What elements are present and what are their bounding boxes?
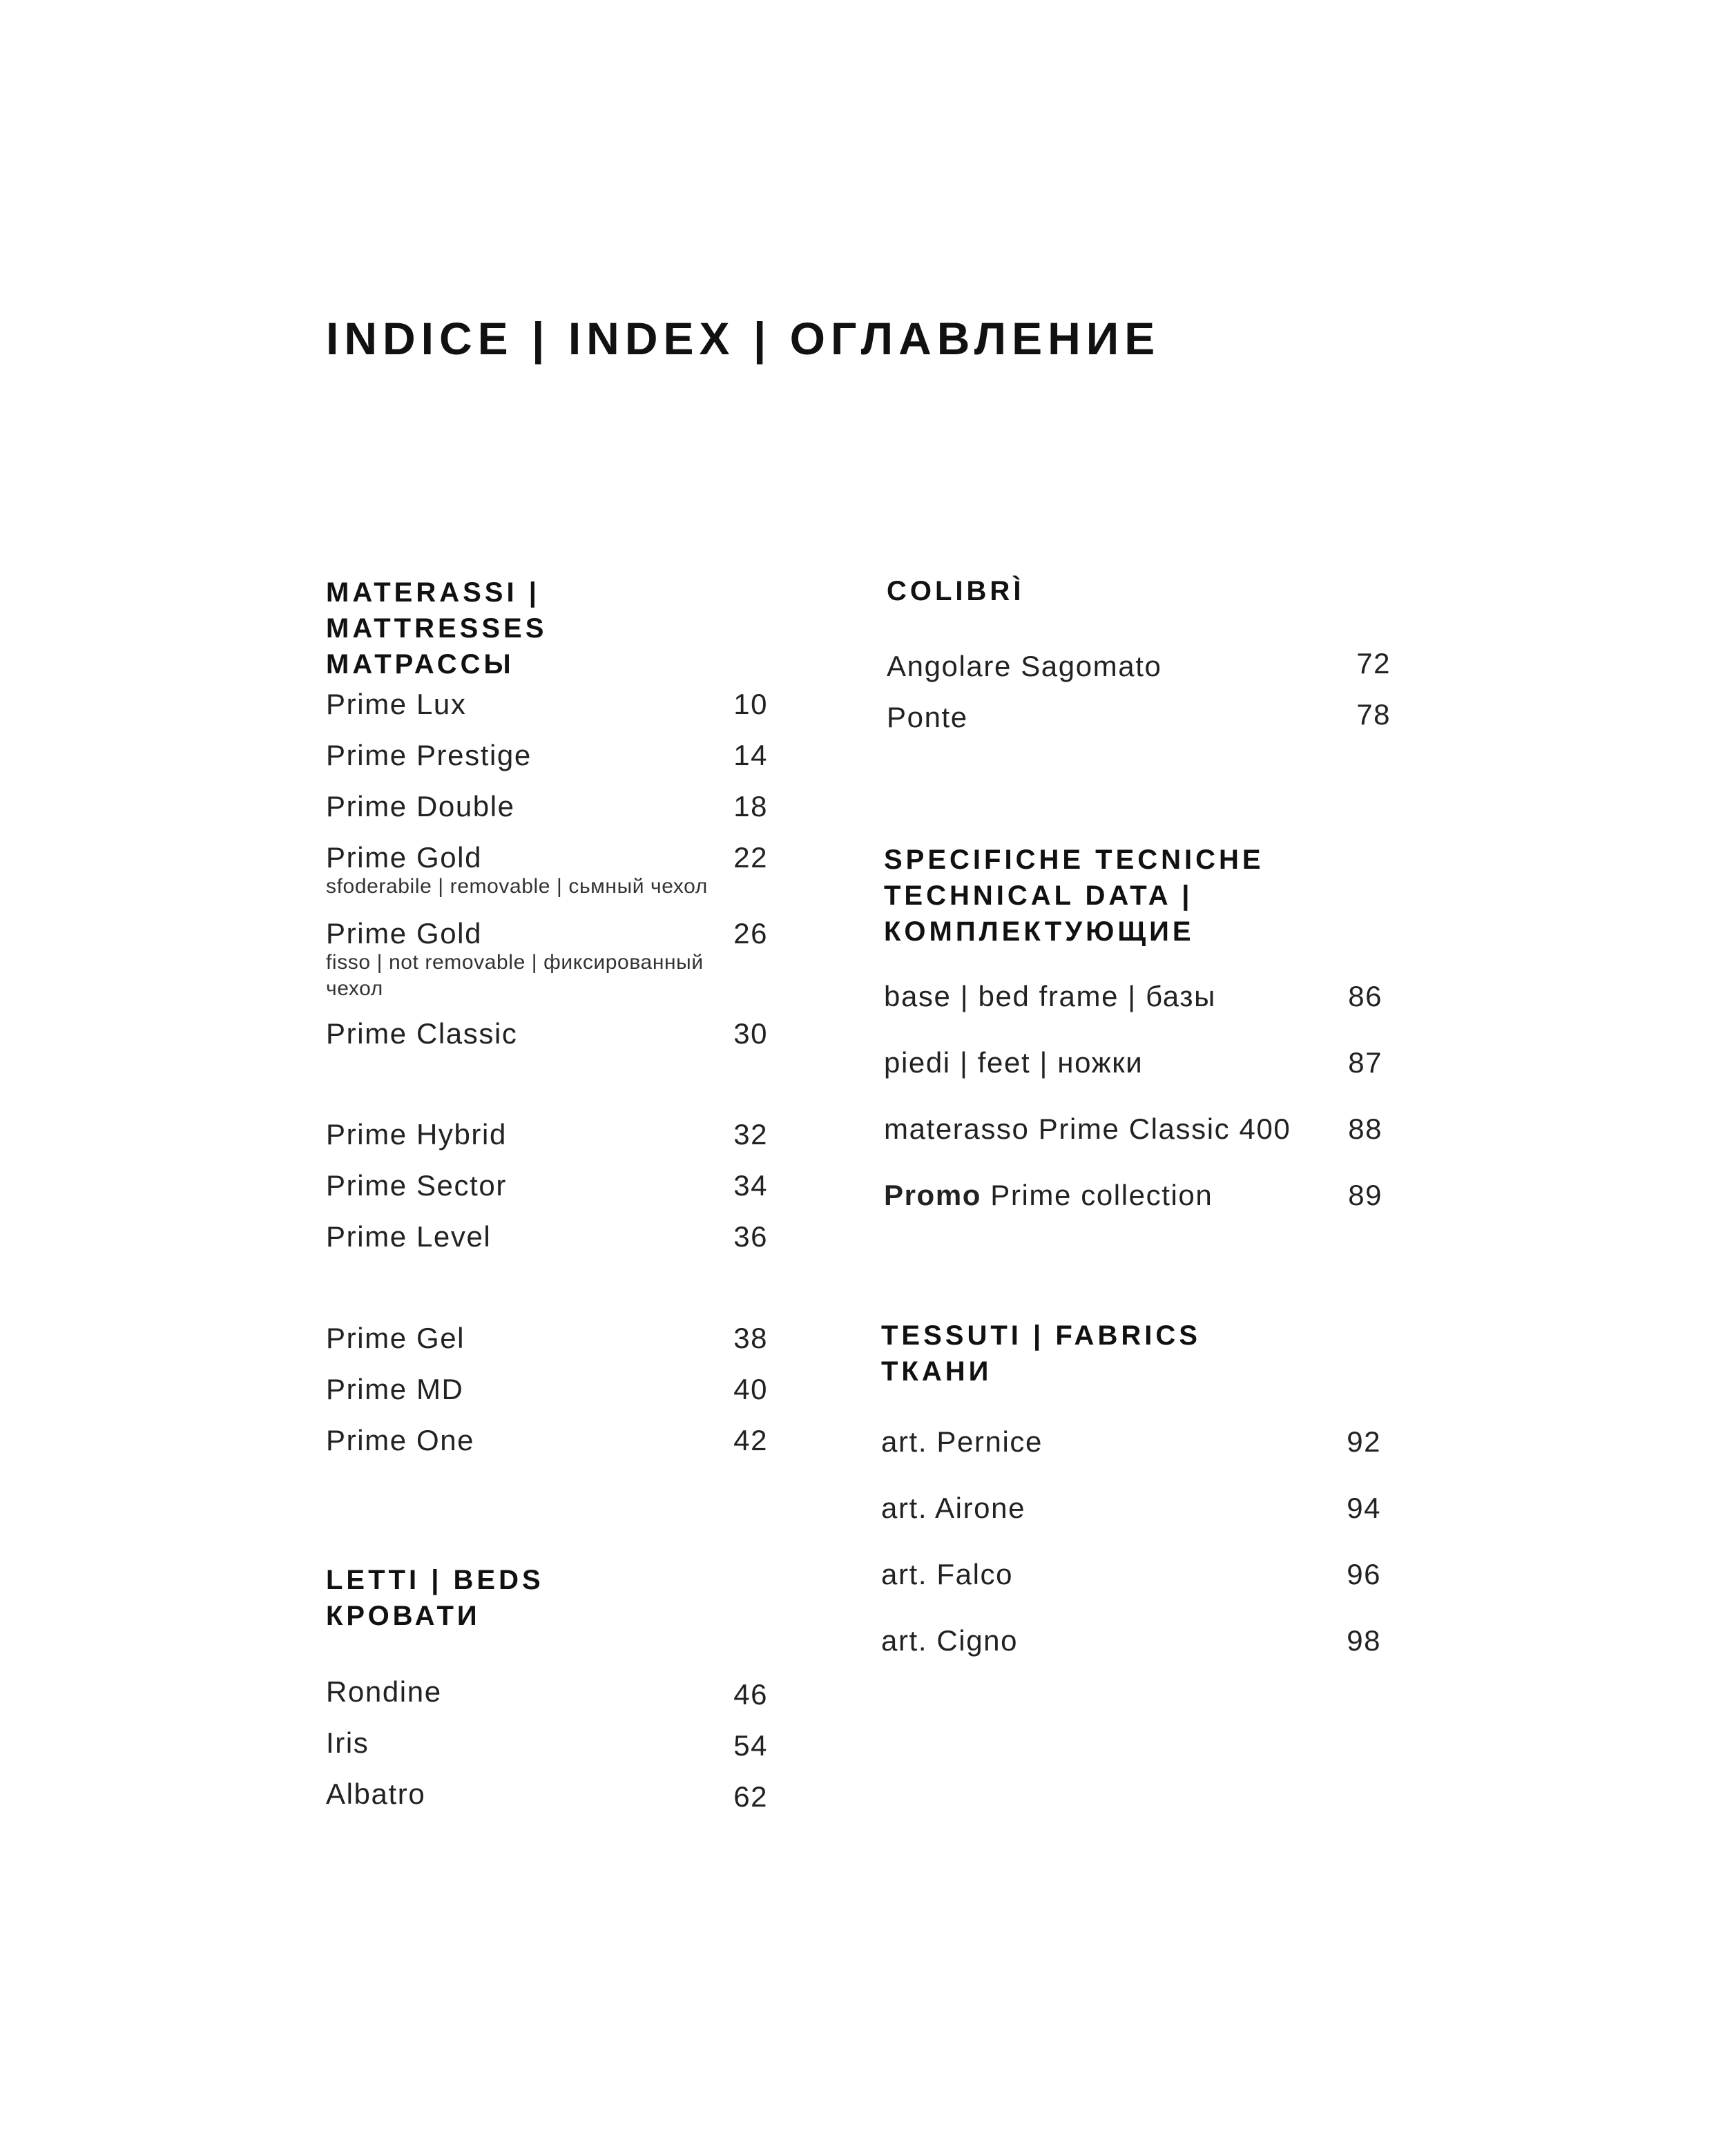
index-entry[interactable] [881, 1624, 1381, 1658]
entry-name-rest: Prime collection [981, 1179, 1213, 1211]
entry-page: 26 [733, 917, 768, 950]
index-entry[interactable] [326, 916, 768, 1002]
index-entry[interactable] [326, 840, 768, 900]
entry-name: Prime Gold [326, 841, 483, 874]
entry-page: 42 [733, 1424, 768, 1456]
entry-page: 78 [1356, 698, 1391, 731]
index-entry[interactable] [326, 738, 768, 773]
index-entry[interactable] [884, 1112, 1382, 1146]
index-entry[interactable] [884, 1178, 1382, 1213]
entry-name: Prime Hybrid [326, 1118, 507, 1151]
index-entry[interactable] [884, 1046, 1382, 1080]
index-entry[interactable] [326, 1372, 768, 1407]
entry-name: Ponte [887, 701, 968, 733]
section-heading: SPECIFICHE TECNICHE [884, 845, 1264, 875]
entry-page: 46 [733, 1678, 768, 1711]
section-heading: TECHNICAL DATA | [884, 880, 1193, 911]
entry-name: Iris [326, 1726, 369, 1759]
index-entry[interactable] [326, 1321, 768, 1356]
entry-name: Prime Gold [326, 917, 483, 950]
entry-name: Prime Lux [326, 688, 467, 720]
index-entry[interactable] [326, 687, 768, 722]
section-heading: MATERASSI | MATTRESSES [326, 577, 548, 644]
entry-name: Prime Sector [326, 1169, 507, 1202]
entry-page: 36 [733, 1220, 768, 1253]
entry-name: art. Pernice [881, 1425, 1043, 1458]
entry-name: Prime Double [326, 790, 515, 822]
entry-name: Rondine [326, 1675, 442, 1708]
section-heading: LETTI | BEDS [326, 1565, 544, 1595]
index-entry[interactable] [326, 1726, 768, 1760]
index-entry[interactable] [326, 1675, 768, 1709]
index-entry[interactable] [326, 1168, 768, 1203]
entry-page: 34 [733, 1169, 768, 1202]
entry-name: Angolare Sagomato [887, 650, 1162, 682]
section-heading: COLIBRÌ [887, 576, 1025, 606]
entry-page: 98 [1347, 1624, 1381, 1657]
entry-page: 54 [733, 1729, 768, 1762]
entry-page: 62 [733, 1780, 768, 1813]
index-entry[interactable] [881, 1491, 1381, 1525]
index-entry[interactable] [326, 1220, 768, 1254]
entry-note: fisso | not removable | фиксированный чехол [326, 951, 704, 1000]
entry-page: 40 [733, 1373, 768, 1405]
entry-name: base | bed frame | базы [884, 980, 1216, 1012]
entry-page: 30 [733, 1017, 768, 1050]
entry-page: 87 [1348, 1046, 1382, 1079]
index-entry[interactable] [326, 789, 768, 824]
entry-name: art. Airone [881, 1492, 1026, 1524]
entry-name: Albatro [326, 1778, 426, 1810]
entry-name: art. Cigno [881, 1624, 1019, 1657]
index-entry[interactable] [326, 1423, 768, 1458]
entry-page: 88 [1348, 1113, 1382, 1145]
entry-page: 22 [733, 841, 768, 874]
entry-name: Prime Prestige [326, 739, 532, 771]
entry-page: 86 [1348, 980, 1382, 1012]
page-title: INDICE | INDEX | ОГЛАВЛЕНИЕ [326, 313, 1161, 364]
index-entry[interactable] [887, 649, 1391, 684]
promo-label: Promo [884, 1179, 982, 1211]
entry-name: Prime Level [326, 1220, 492, 1253]
mattresses-section [326, 575, 768, 682]
index-entry[interactable] [881, 1425, 1381, 1459]
entry-name: piedi | feet | ножки [884, 1046, 1144, 1079]
section-heading: МАТРАССЫ [326, 649, 514, 680]
entry-name: Prime Classic [326, 1017, 518, 1050]
entry-page: 32 [733, 1118, 768, 1151]
entry-name: Prime MD [326, 1373, 464, 1405]
section-heading: КРОВАТИ [326, 1601, 481, 1631]
entry-page: 94 [1347, 1492, 1381, 1524]
index-entry[interactable] [326, 1777, 768, 1811]
entry-page: 18 [733, 790, 768, 822]
colibri-heading-block [887, 573, 1384, 609]
section-heading: КОМПЛЕКТУЮЩИЕ [884, 916, 1195, 947]
entry-page: 14 [733, 739, 768, 771]
entry-name: materasso Prime Classic 400 [884, 1113, 1291, 1145]
beds-section [326, 1562, 768, 1634]
entry-page: 89 [1348, 1179, 1382, 1211]
index-entry[interactable] [326, 1117, 768, 1152]
entry-page: 92 [1347, 1425, 1381, 1458]
index-entry[interactable] [884, 979, 1382, 1014]
index-entry[interactable] [881, 1557, 1381, 1592]
technical-heading-block [884, 842, 1381, 950]
index-entry[interactable] [326, 1017, 768, 1051]
entry-name: art. Falco [881, 1558, 1014, 1590]
entry-page: 38 [733, 1322, 768, 1354]
section-heading: ТКАНИ [881, 1356, 992, 1387]
entry-page: 72 [1356, 647, 1391, 680]
entry-name: Prime Gel [326, 1322, 465, 1354]
index-entry[interactable] [887, 700, 1391, 735]
fabrics-heading-block [881, 1318, 1378, 1389]
entry-name: Prime One [326, 1424, 475, 1456]
entry-note: sfoderabile | removable | сьмный чехол [326, 875, 708, 898]
entry-page: 10 [733, 688, 768, 720]
section-heading: TESSUTI | FABRICS [881, 1320, 1201, 1351]
entry-page: 96 [1347, 1558, 1381, 1590]
entry-name [884, 1178, 1382, 1213]
